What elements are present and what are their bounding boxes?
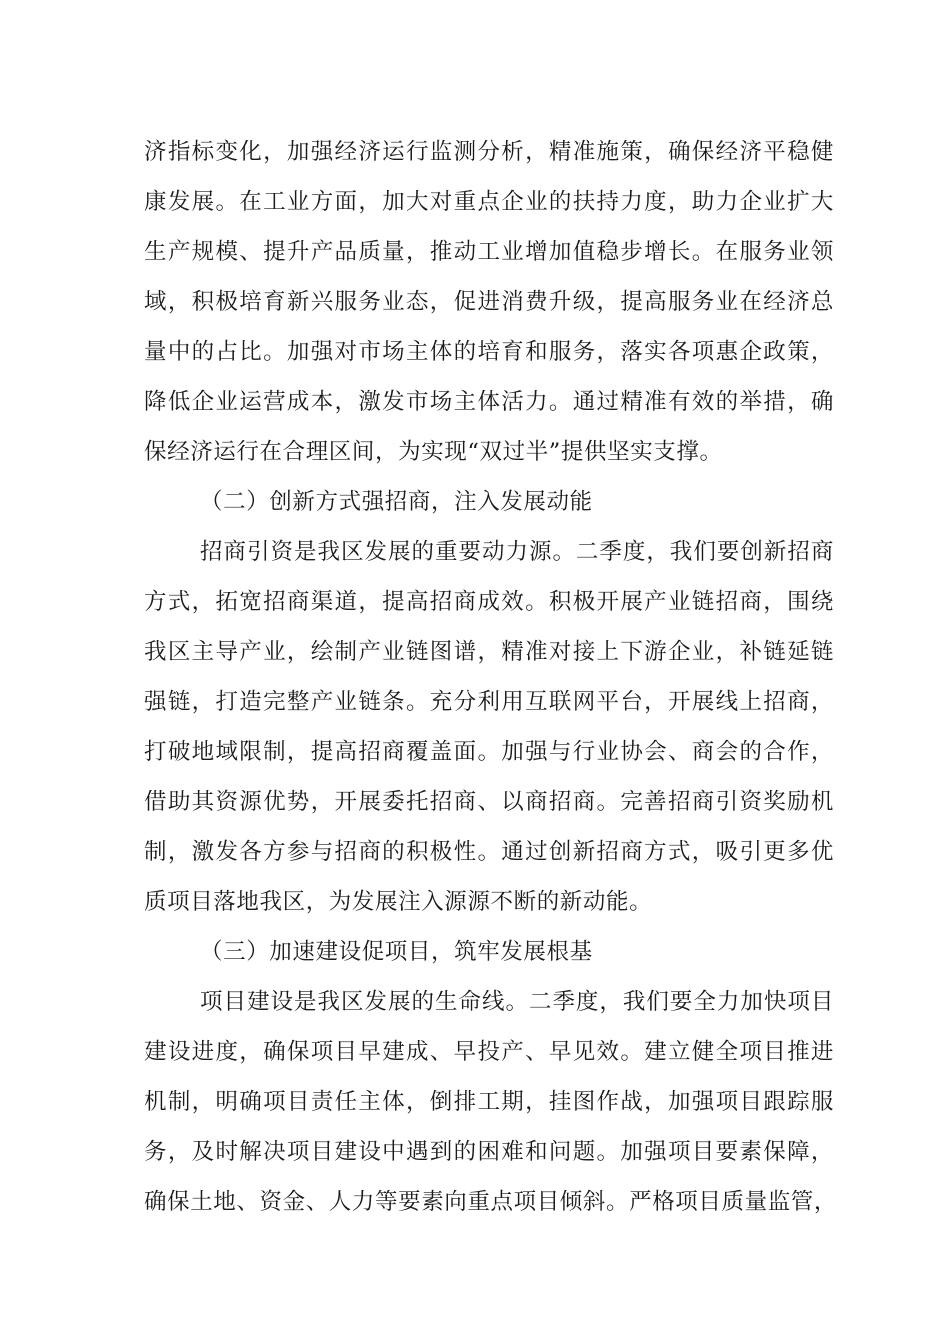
paragraph-1-line-4: 域，积极培育新兴服务业态，促进消费升级，提高服务业在经济总 <box>144 289 834 315</box>
paragraph-3-line-2: 建设进度，确保项目早建成、早投产、早见效。建立健全项目推进 <box>144 1039 834 1065</box>
paragraph-1-line-3: 生产规模、提升产品质量，推动工业增加值稳步增长。在服务业领 <box>144 239 834 265</box>
paragraph-3-line-3: 机制，明确项目责任主体，倒排工期，挂图作战，加强项目跟踪服 <box>144 1089 834 1115</box>
paragraph-2-line-6: 借助其资源优势，开展委托招商、以商招商。完善招商引资奖励机 <box>144 789 834 815</box>
section-heading-2: （二）创新方式强招商，注入发展动能 <box>200 489 593 515</box>
paragraph-2-line-8: 质项目落地我区，为发展注入源源不断的新动能。 <box>144 889 653 915</box>
paragraph-3-line-4: 务，及时解决项目建设中遇到的困难和问题。加强项目要素保障， <box>144 1139 834 1165</box>
paragraph-1-line-6: 降低企业运营成本，激发市场主体活力。通过精准有效的举措，确 <box>144 389 834 415</box>
section-heading-3: （三）加速建设促项目，筑牢发展根基 <box>200 939 593 965</box>
paragraph-1-line-7: 保经济运行在合理区间，为实现“双过半”提供坚实支撑。 <box>144 439 723 465</box>
paragraph-1-line-2: 康发展。在工业方面，加大对重点企业的扶持力度，助力企业扩大 <box>144 189 834 215</box>
paragraph-3-line-5: 确保土地、资金、人力等要素向重点项目倾斜。严格项目质量监管， <box>144 1189 838 1215</box>
paragraph-2-line-7: 制，激发各方参与招商的积极性。通过创新招商方式，吸引更多优 <box>144 839 834 865</box>
paragraph-3-line-1: 项目建设是我区发展的生命线。二季度，我们要全力加快项目 <box>200 989 834 1015</box>
paragraph-1-line-1: 济指标变化，加强经济运行监测分析，精准施策，确保经济平稳健 <box>144 139 834 165</box>
paragraph-2-line-4: 强链，打造完整产业链条。充分利用互联网平台，开展线上招商， <box>144 689 834 715</box>
paragraph-1-line-5: 量中的占比。加强对市场主体的培育和服务，落实各项惠企政策， <box>144 339 834 365</box>
paragraph-2-line-1: 招商引资是我区发展的重要动力源。二季度，我们要创新招商 <box>200 539 834 565</box>
paragraph-2-line-5: 打破地域限制，提高招商覆盖面。加强与行业协会、商会的合作， <box>144 739 834 765</box>
paragraph-2-line-2: 方式，拓宽招商渠道，提高招商成效。积极开展产业链招商，围绕 <box>144 589 834 615</box>
paragraph-2-line-3: 我区主导产业，绘制产业链图谱，精准对接上下游企业，补链延链 <box>144 639 834 665</box>
